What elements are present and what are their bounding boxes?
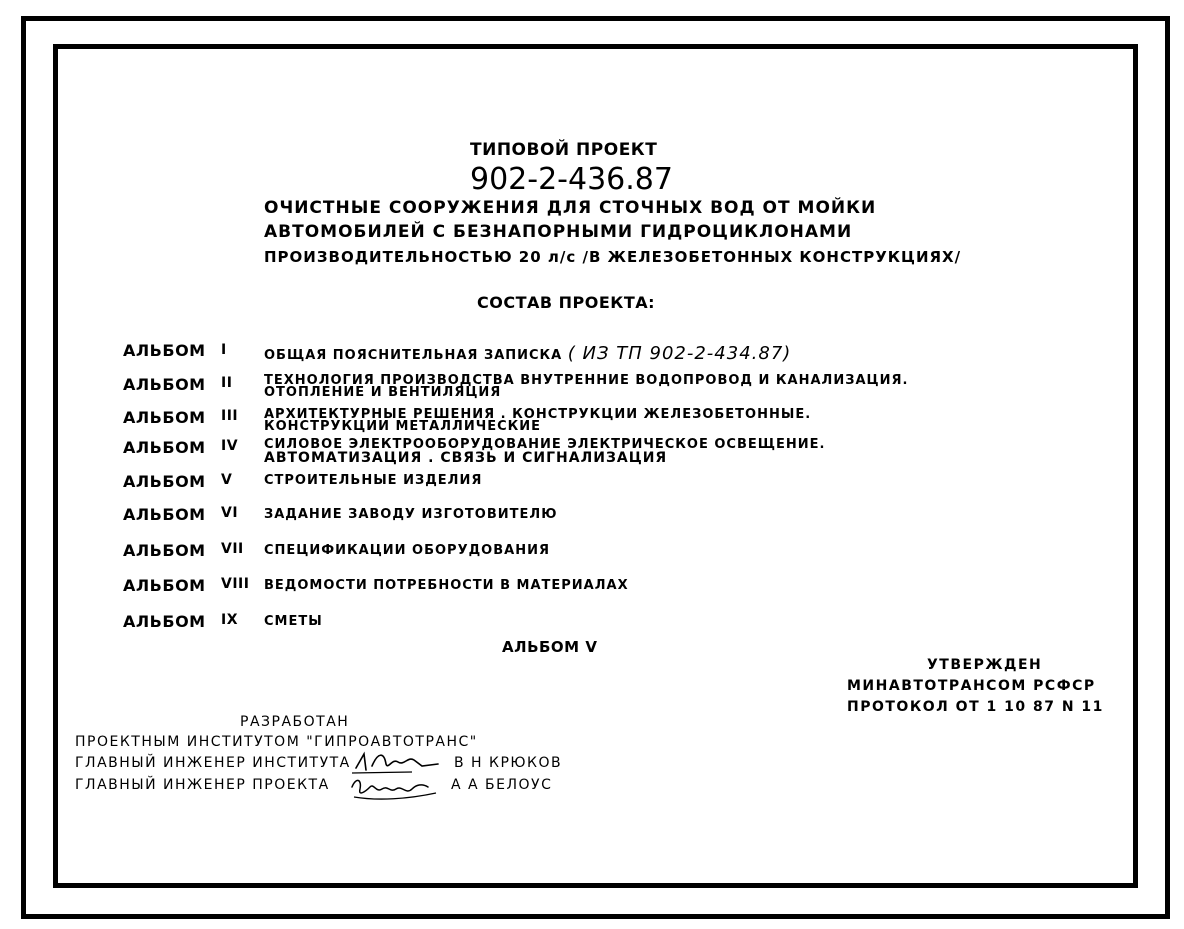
chief-engineer-project-role: ГЛАВНЫЙ ИНЖЕНЕР ПРОЕКТА: [75, 777, 330, 793]
album-title: ВЕДОМОСТИ ПОТРЕБНОСТИ В МАТЕРИАЛАХ: [264, 578, 629, 593]
album-word: АЛЬБОМ: [123, 541, 206, 560]
album-number: VI: [221, 505, 239, 521]
album-title: ЗАДАНИЕ ЗАВОДУ ИЗГОТОВИТЕЛЮ: [264, 507, 558, 522]
album-reference: ( ИЗ ТП 902-2-434.87): [567, 343, 792, 364]
album-title: СМЕТЫ: [264, 614, 323, 629]
document-type: ТИПОВОЙ ПРОЕКТ: [470, 140, 658, 160]
album-word: АЛЬБОМ: [123, 505, 206, 524]
album-word: АЛЬБОМ: [123, 375, 206, 394]
chief-engineer-project-name: А А БЕЛОУС: [451, 777, 553, 793]
signature-belous: [348, 773, 440, 803]
album-title: [264, 343, 791, 364]
description-line-1: ОЧИСТНЫЕ СООРУЖЕНИЯ ДЛЯ СТОЧНЫХ ВОД ОТ МОЙКИ: [264, 198, 877, 218]
approval-authority: МИНАВТОТРАНСОМ РСФСР: [847, 678, 1096, 694]
album-title: СТРОИТЕЛЬНЫЕ ИЗДЕЛИЯ: [264, 473, 483, 488]
description-line-3: ПРОИЗВОДИТЕЛЬНОСТЬЮ 20 л/с /В ЖЕЛЕЗОБЕТОННЫХ КОНСТРУКЦИЯХ/: [264, 248, 962, 266]
album-number: IV: [221, 438, 239, 454]
album-number: I: [221, 342, 227, 358]
album-title: АРХИТЕКТУРНЫЕ РЕШЕНИЯ . КОНСТРУКЦИИ ЖЕЛЕЗОБЕТОННЫЕ.: [264, 407, 812, 422]
album-title: СПЕЦИФИКАЦИИ ОБОРУДОВАНИЯ: [264, 543, 550, 558]
album-word: АЛЬБОМ: [123, 472, 206, 491]
album-number: III: [221, 408, 239, 424]
album-title: СИЛОВОЕ ЭЛЕКТРООБОРУДОВАНИЕ ЭЛЕКТРИЧЕСКОЕ ОСВЕЩЕНИЕ.: [264, 437, 826, 452]
album-number: IX: [221, 612, 239, 628]
album-title-continued: КОНСТРУКЦИИ МЕТАЛЛИЧЕСКИЕ: [264, 419, 542, 434]
chief-engineer-institute-name: В Н КРЮКОВ: [454, 755, 563, 771]
album-number: V: [221, 472, 233, 488]
album-number: II: [221, 375, 233, 391]
chief-engineer-institute-role: ГЛАВНЫЙ ИНЖЕНЕР ИНСТИТУТА: [75, 755, 351, 771]
project-number: 902-2-436.87: [470, 162, 673, 197]
album-word: АЛЬБОМ: [123, 408, 206, 427]
approval-heading: УТВЕРЖДЕН: [927, 657, 1043, 673]
album-title-continued: АВТОМАТИЗАЦИЯ . СВЯЗЬ И СИГНАЛИЗАЦИЯ: [264, 450, 668, 466]
album-word: АЛЬБОМ: [123, 438, 206, 457]
album-number: VIII: [221, 576, 250, 592]
developer-institute: ПРОЕКТНЫМ ИНСТИТУТОМ "ГИПРОАВТОТРАНС": [75, 734, 478, 750]
current-album-label: АЛЬБОМ V: [502, 638, 598, 656]
album-word: АЛЬБОМ: [123, 341, 206, 360]
composition-heading: СОСТАВ ПРОЕКТА:: [477, 293, 656, 312]
description-line-2: АВТОМОБИЛЕЙ С БЕЗНАПОРНЫМИ ГИДРОЦИКЛОНАМИ: [264, 222, 853, 242]
album-title-continued: ОТОПЛЕНИЕ И ВЕНТИЛЯЦИЯ: [264, 385, 502, 400]
album-word: АЛЬБОМ: [123, 612, 206, 631]
album-number: VII: [221, 541, 244, 557]
signature-krukov: [352, 748, 442, 776]
album-title-text: ОБЩАЯ ПОЯСНИТЕЛЬНАЯ ЗАПИСКА: [264, 348, 563, 363]
developer-heading: РАЗРАБОТАН: [240, 714, 350, 730]
album-title: ТЕХНОЛОГИЯ ПРОИЗВОДСТВА ВНУТРЕННИЕ ВОДОПРОВОД И КАНАЛИЗАЦИЯ.: [264, 373, 909, 388]
approval-protocol: ПРОТОКОЛ ОТ 1 10 87 N 11: [847, 699, 1104, 715]
album-word: АЛЬБОМ: [123, 576, 206, 595]
